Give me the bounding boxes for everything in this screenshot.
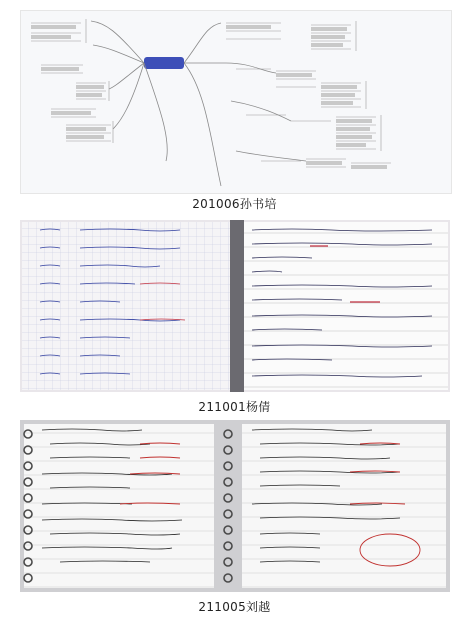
caption-first: 201006孙书培 (192, 197, 277, 211)
spiral-notebook-illustration (20, 420, 450, 592)
mindmap-photo (20, 10, 452, 194)
grid-notebook-photo (20, 220, 450, 392)
caption-second: 211001杨倩 (198, 400, 271, 414)
spiral-notebook-photo (20, 420, 450, 592)
notebook-grid-illustration (20, 220, 450, 392)
caption-third: 211005刘越 (198, 600, 271, 614)
mindmap-illustration (21, 11, 451, 193)
